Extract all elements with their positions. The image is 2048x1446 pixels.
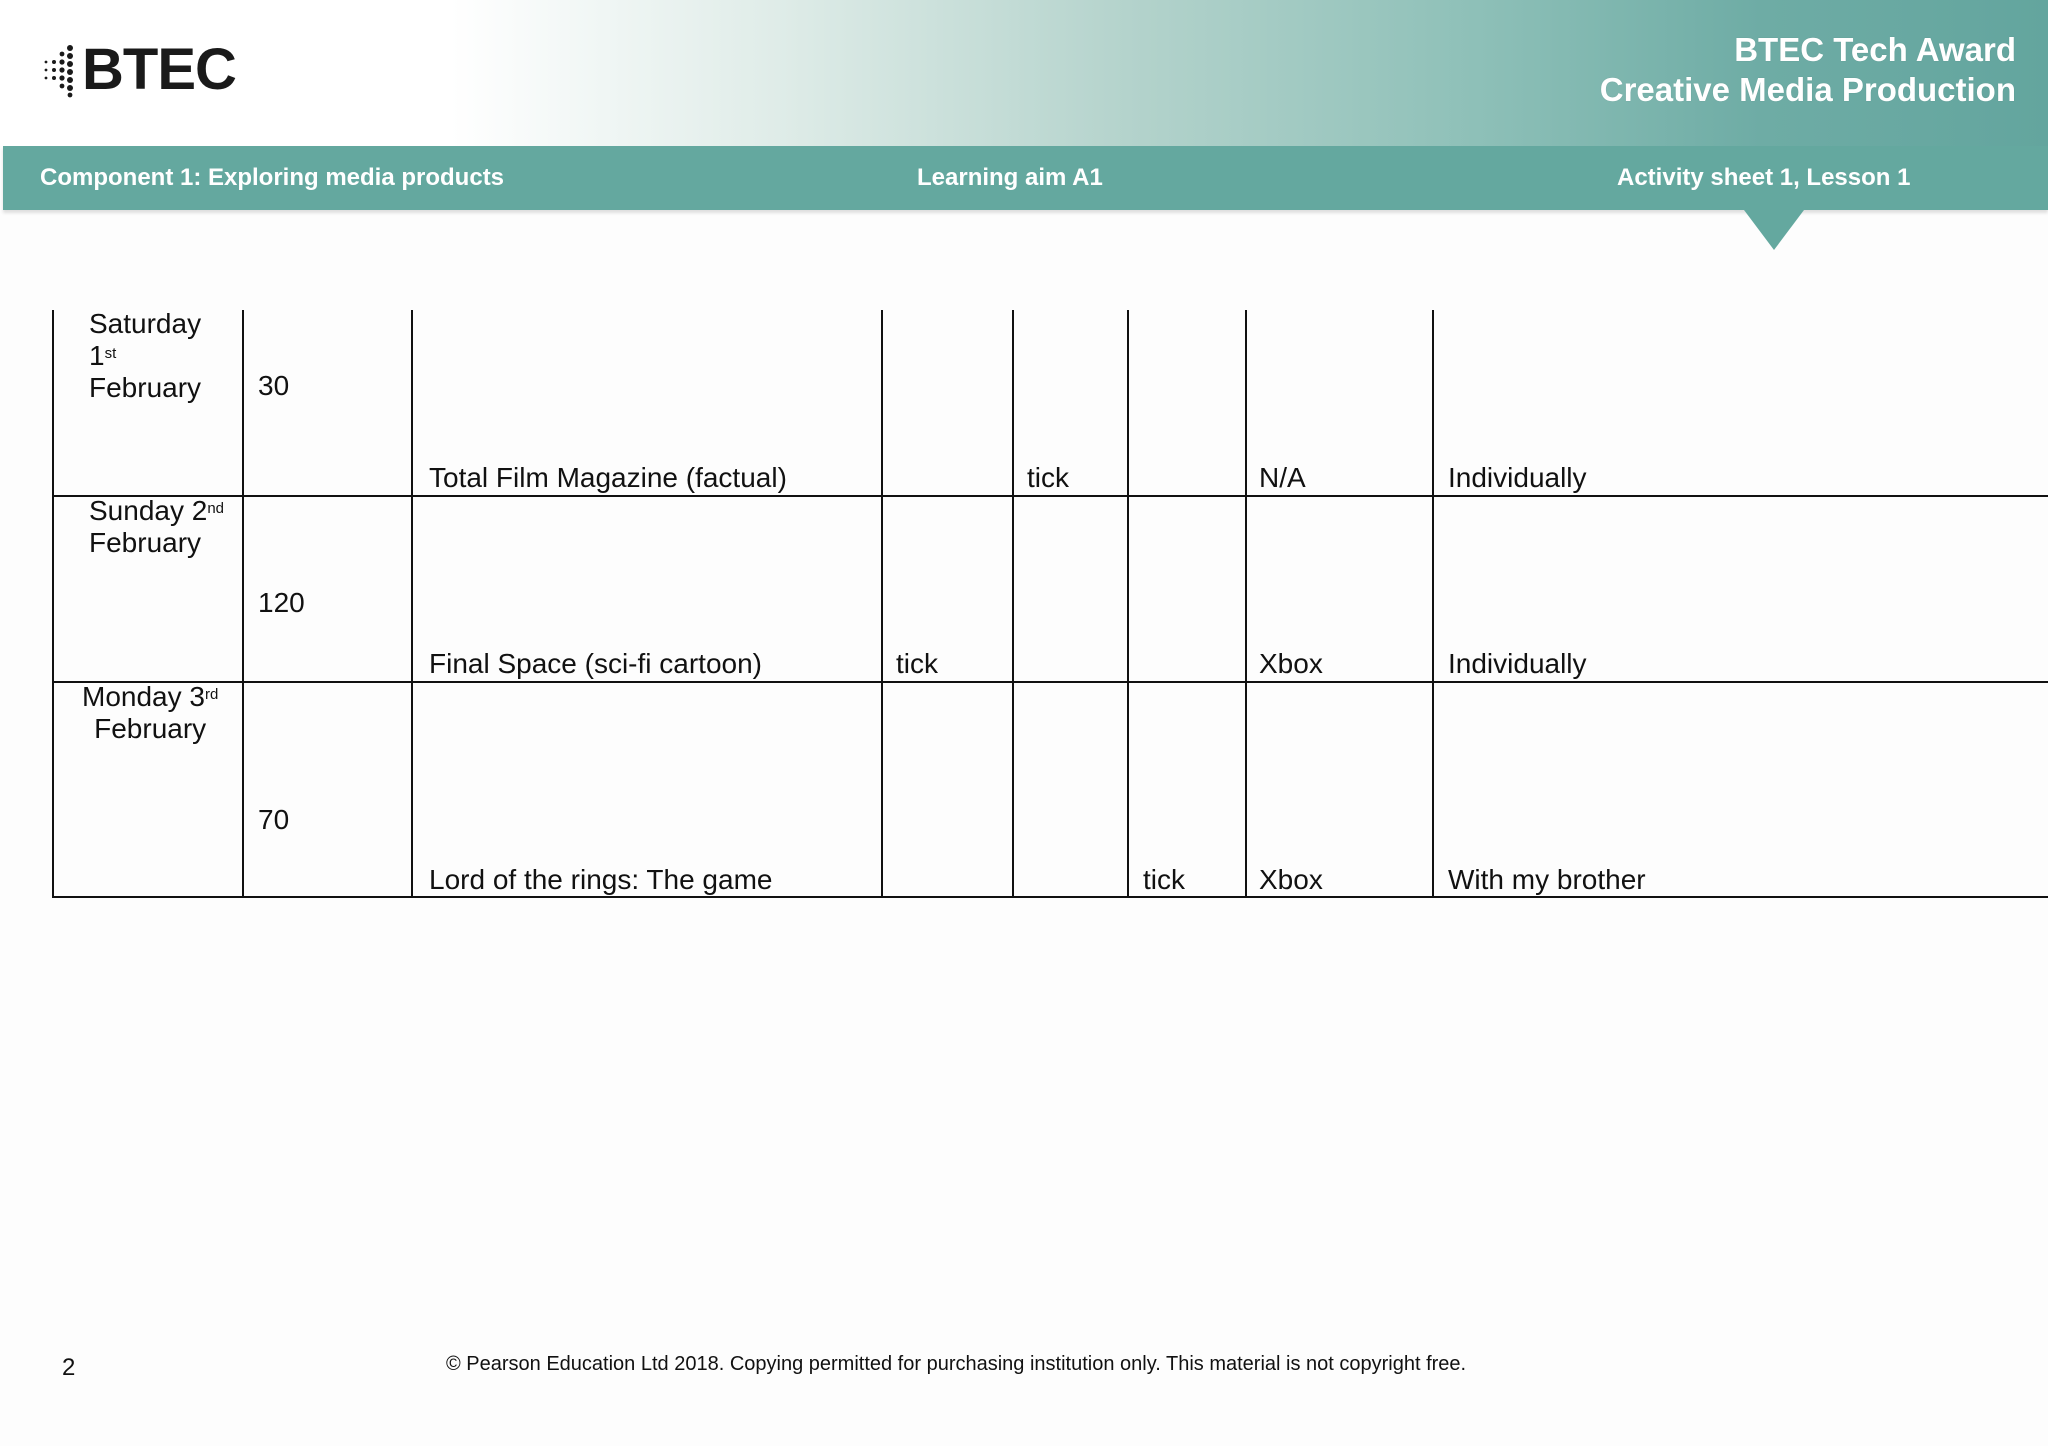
date-day: Sunday 2nd [89, 495, 225, 526]
date-day: Saturday [89, 308, 202, 339]
platform-cell: Xbox [1259, 648, 1323, 679]
date-month: February [94, 713, 207, 744]
date-day: Monday 3rd [82, 681, 219, 712]
learning-aim-label: Learning aim A1 [917, 164, 1103, 191]
minutes-cell: 70 [258, 804, 290, 835]
date-cell [89, 495, 224, 559]
product-cell: Final Space (sci-fi cartoon) [429, 648, 763, 679]
minutes-cell: 30 [258, 370, 290, 401]
component-label: Component 1: Exploring media products [40, 164, 505, 191]
minutes-cell: 120 [258, 587, 305, 618]
date-ordinal: 1st [89, 340, 117, 371]
date-month: February [89, 527, 202, 558]
tick-cell: tick [896, 648, 938, 679]
logo-wordmark: BTEC [82, 37, 236, 102]
date-cell [82, 681, 218, 745]
date-cell [89, 308, 201, 404]
tick-cell: tick [1143, 864, 1185, 895]
product-cell: Lord of the rings: The game [429, 864, 773, 895]
tick-cell: tick [1027, 462, 1069, 493]
with-cell: Individually [1448, 462, 1587, 493]
activity-sheet-label: Activity sheet 1, Lesson 1 [1617, 164, 1911, 191]
course-title-line1: BTEC Tech Award [1734, 31, 2016, 68]
with-cell: Individually [1448, 648, 1587, 679]
with-cell: With my brother [1448, 864, 1646, 895]
date-month: February [89, 372, 202, 403]
platform-cell: N/A [1259, 462, 1306, 493]
platform-cell: Xbox [1259, 864, 1323, 895]
course-title-line2: Creative Media Production [1599, 71, 2016, 108]
product-cell: Total Film Magazine (factual) [429, 462, 787, 493]
copyright-notice: © Pearson Education Ltd 2018. Copying permitted for purchasing institution only. This material is not copyright free. [446, 1353, 1467, 1375]
page-number: 2 [62, 1354, 76, 1381]
